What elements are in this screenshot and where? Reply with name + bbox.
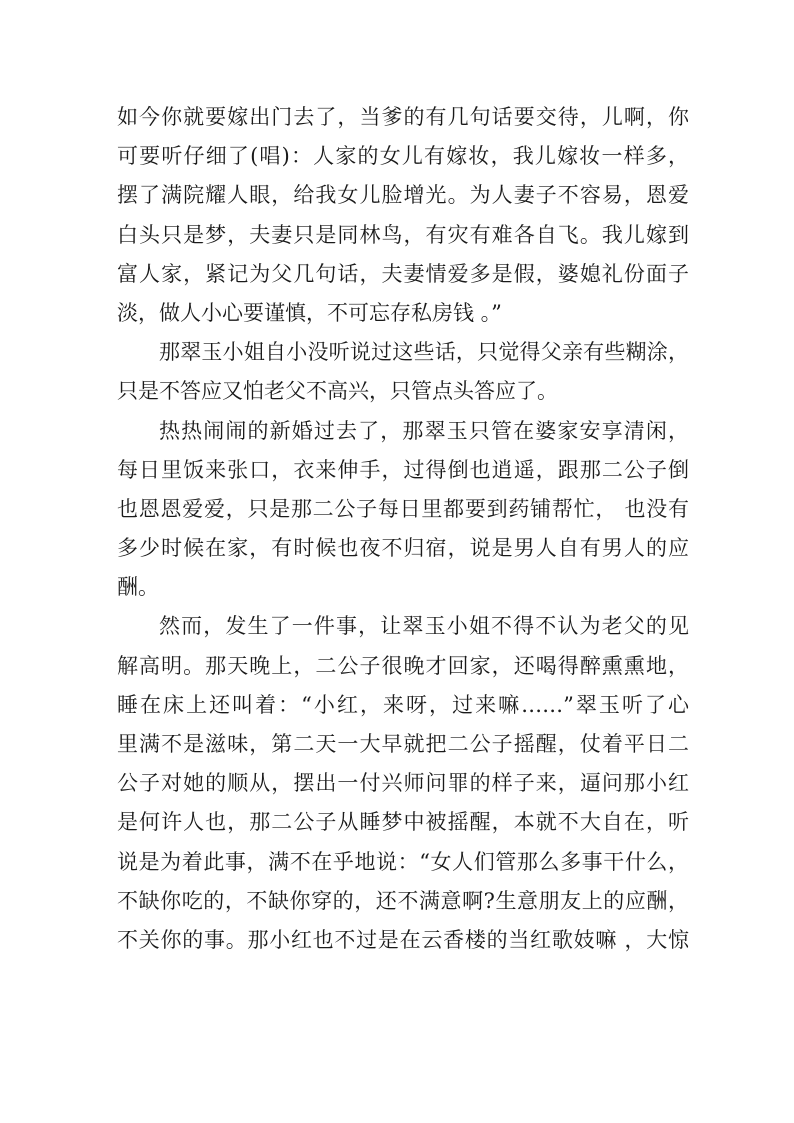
text-line: 如今你就要嫁出门去了，当爹的有几句话要交待，儿啊，你 bbox=[117, 105, 689, 129]
text-line: 摆了满院耀人眼，给我女儿脸增光。为人妻子不容易，恩爱 bbox=[117, 183, 689, 208]
text-line: 可要听仔细了(唱)：人家的女儿有嫁妆，我儿嫁妆一样多， bbox=[117, 144, 689, 169]
text-line: 富人家，紧记为父几句话，夫妻情爱多是假，婆媳礼份面子 bbox=[117, 261, 689, 286]
text-line: 睡在床上还叫着：“小红，来呀，过来嘛……”翠玉听了心 bbox=[117, 692, 689, 717]
text-line: 说是为着此事，满不在乎地说：“女人们管那么多事干什么， bbox=[117, 849, 689, 874]
text-line: 热热闹闹的新婚过去了，那翠玉只管在婆家安享清闲， bbox=[159, 418, 689, 443]
text-line: 酬。 bbox=[117, 575, 159, 600]
text-line: 多少时候在家，有时候也夜不归宿，说是男人自有男人的应 bbox=[117, 536, 689, 561]
text-line: 解高明。那天晚上，二公子很晚才回家，还喝得醉熏熏地， bbox=[117, 653, 689, 678]
text-line: 也恩恩爱爱，只是那二公子每日里都要到药铺帮忙， 也没有 bbox=[117, 496, 689, 521]
text-line: 不关你的事。那小红也不过是在云香楼的当红歌妓嘛 ，大惊 bbox=[117, 927, 689, 952]
text-line: 是何许人也，那二公子从睡梦中被摇醒，本就不大自在，听 bbox=[117, 810, 689, 835]
text-line: 不缺你吃的，不缺你穿的，还不满意啊?生意朋友上的应酬， bbox=[117, 888, 689, 913]
text-line: 里满不是滋味，第二天一大早就把二公子摇醒，仗着平日二 bbox=[117, 732, 689, 756]
text-line: 然而，发生了一件事，让翠玉小姐不得不认为老父的见 bbox=[159, 614, 689, 639]
text-line: 白头只是梦，夫妻只是同林鸟，有灾有难各自飞。我儿嫁到 bbox=[117, 222, 689, 247]
text-line: 公子对她的顺从，摆出一付兴师问罪的样子来，逼问那小红 bbox=[117, 771, 689, 796]
text-line: 那翠玉小姐自小没听说过这些话，只觉得父亲有些糊涂， bbox=[159, 340, 689, 365]
text-line: 淡，做人小心要谨慎，不可忘存私房钱 。” bbox=[117, 300, 502, 325]
text-line: 每日里饭来张口，衣来伸手，过得倒也逍遥，跟那二公子倒 bbox=[117, 457, 689, 482]
body-text bbox=[117, 98, 689, 960]
text-line: 只是不答应又怕老父不高兴，只管点头答应了。 bbox=[117, 379, 558, 404]
